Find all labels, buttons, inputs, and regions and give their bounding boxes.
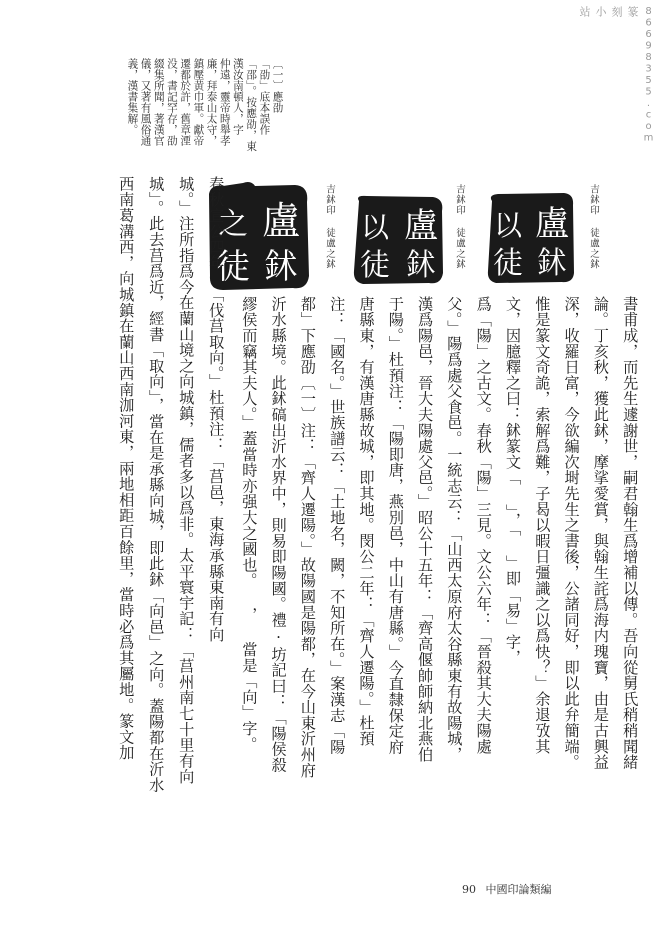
seal-3-glyph-1: 盧 bbox=[261, 199, 301, 243]
footnote-line-7: 鎮壓黄巾軍。獻帝 bbox=[192, 58, 205, 146]
seal-1-glyph-1: 盧 bbox=[535, 204, 569, 244]
page-footer bbox=[462, 881, 558, 897]
footnote-line-1: 〔一〕應劭 bbox=[271, 58, 284, 113]
lower-text-line-3: 城」。此去莒爲近，經書「取向」，當在是承縣向城，即此鉥「向邑」之向。蓋陽都在沂水 bbox=[147, 176, 166, 793]
upper-text-line-10: 唐縣東，有漢唐縣故城，即其地。閔公二年：「齊人遷陽。」杜預 bbox=[357, 296, 376, 747]
upper-text-line-14: 繆侯而竊其夫人。」蓋當時亦强大之國也。 ， 當是「向」字。 bbox=[240, 296, 259, 753]
upper-text-line-13: 沂水縣境。此鉥碻出沂水界中，則易即陽國。禮·坊記曰：「陽侯殺 bbox=[269, 296, 288, 773]
upper-text-line-1: 書甫成，而先生遽謝世，嗣君翰生爲增補以傳。吾向從舅氏稍稍聞緒 bbox=[621, 296, 640, 770]
watermark-url: 86698355.com bbox=[643, 6, 654, 144]
upper-text-line-8: 漢爲陽邑，晉大夫陽處父邑。」昭公十五年：「齊高偃帥師納北燕伯 bbox=[416, 296, 435, 763]
seal-3-glyph-3: 鉥 bbox=[264, 247, 298, 287]
upper-text-line-5: 文，因臆釋之曰：鉥篆文「 」，「 」即「易」字， bbox=[504, 296, 522, 666]
footnote-line-6: 廉，拜泰山太守， bbox=[205, 58, 218, 146]
seal-1-glyph-0: 以 bbox=[493, 209, 523, 242]
footnote-line-11: 儀，又著有風俗通 bbox=[139, 58, 152, 146]
upper-text-line-7: 父。」陽爲處父食邑。一統志云：「山西太原府太谷縣東有故陽城， bbox=[445, 296, 464, 763]
upper-text-line-2: 論。丁亥秋，獲此鉥，摩挲愛賞，與翰生詫爲海内瑰寶，由是古興益 bbox=[591, 296, 610, 770]
seal-caption-3: 吉鉥印 徒盧之鉥 bbox=[324, 184, 335, 270]
footnote-line-8: 遷都於許，舊章湮 bbox=[179, 58, 192, 146]
seal-1-glyph-2: 徒 bbox=[493, 246, 523, 281]
footnote-line-3: 「邵」。按應劭，東 bbox=[245, 58, 258, 152]
seal-image-2 bbox=[349, 193, 447, 287]
seal-3-glyph-2: 徒 bbox=[216, 247, 250, 287]
seal-2-glyph-1: 盧 bbox=[404, 206, 438, 246]
lower-text-line-1: 春秋宣公四年：「伐莒取向。」杜預注：「莒邑，東海承縣東南有向 bbox=[207, 176, 226, 643]
footnote-line-4: 漢汝南頓人，字 bbox=[231, 58, 244, 135]
page-number: 90 bbox=[462, 883, 476, 896]
upper-text-line-6: 爲「陽」之古文。春秋「陽」三見。文公六年：「晉殺其大夫陽處 bbox=[474, 296, 493, 755]
seal-2-glyph-2: 徒 bbox=[360, 248, 390, 283]
upper-text-line-11: 注：「國名。」世族譜云：「土地名，闕，不知所在。」案漢志「陽 bbox=[328, 296, 347, 755]
footnote-line-5: 仲遠，靈帝時舉孝 bbox=[218, 58, 231, 146]
watermark-site-name: 篆刻小站 bbox=[578, 6, 639, 18]
seal-3-glyph-0: 之 bbox=[218, 207, 248, 242]
seal-caption-2: 吉鉥印 徒盧之鉥 bbox=[454, 184, 465, 270]
seal-2-glyph-3: 鉥 bbox=[406, 248, 436, 283]
seal-caption-1: 吉鉥印 徒盧之鉥 bbox=[588, 184, 599, 270]
upper-text-line-4: 惟是篆文奇詭，索解爲難，子曷以暇日彊識之以爲快？」余退攷其 bbox=[533, 296, 552, 755]
footnote-line-12: 義，漢書集解。 bbox=[126, 58, 139, 135]
footnote-line-2: 「劭」底本誤作 bbox=[258, 58, 271, 135]
seal-2-glyph-0: 以 bbox=[360, 211, 390, 244]
book-title: 中國印論類編 bbox=[485, 883, 552, 896]
footnote-line-10: 綴集所聞，著漢官 bbox=[152, 58, 165, 146]
footnote-line-9: 没，書記罕存，劭 bbox=[165, 58, 178, 146]
upper-text-line-9: 于陽。」杜預注：「陽即唐，燕別邑，中山有唐縣。」今直隸保定府 bbox=[386, 296, 405, 755]
lower-text-line-4: 西南葛溝西，向城鎮在蘭山西南泇河東，兩地相距百餘里，當時必爲其屬地。篆文加 bbox=[117, 176, 136, 761]
seal-image-1 bbox=[484, 191, 576, 285]
upper-text-line-12: 都」下應劭〔一〕注：「齊人遷陽。」故陽國是陽都，在今山東沂州府 bbox=[298, 296, 317, 779]
seal-1-glyph-3: 鉥 bbox=[537, 246, 567, 281]
upper-text-line-3: 深，收羅日富，今欲編次埘先生之書後，公諸同好，即以此弁簡端。 bbox=[562, 296, 581, 770]
lower-text-line-2: 城。」注所指爲今在蘭山境之向城鎮，儒者多以爲非。太平寰宇記：「莒州南七十里有向 bbox=[177, 176, 196, 785]
